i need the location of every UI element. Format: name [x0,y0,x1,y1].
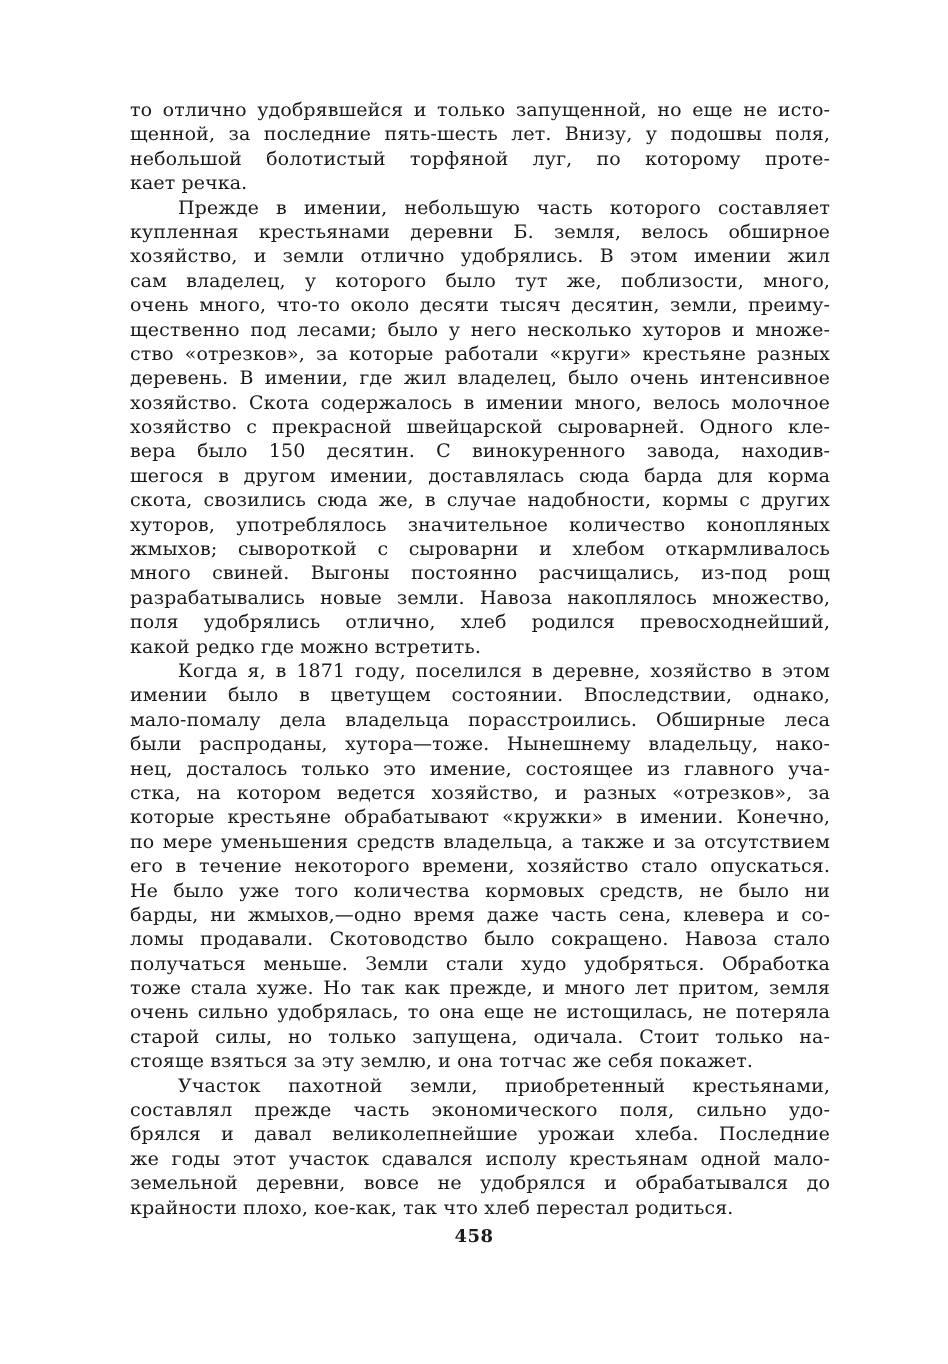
text-line: разрабатывались новые земли. Навоза накоплялось множество, [130,586,830,609]
text-line: стка, на котором ведется хозяйство, и разных «отрезков», за [130,781,830,804]
text-line: шегося в другом имении, доставлялась сюда барда для корма [130,464,830,487]
text-line: земельной деревни, вовсе не удобрялся и обрабатывался до [130,1172,830,1195]
paragraph [130,98,830,196]
text-line: хозяйство. Скота содержалось в имении много, велось молочное [130,391,830,414]
page-number: 458 [454,1226,494,1247]
text-line: щественно под лесами; было у него несколько хуторов и множе- [130,318,830,341]
text-line: Участок пахотной земли, приобретенный крестьянами, [178,1074,830,1097]
text-line: старой силы, но только запущена, одичала. Стоит только на- [130,1025,830,1048]
text-line: хозяйство, и земли отлично удобрялись. В этом имении жил [130,245,830,268]
text-line: которые крестьяне обрабатывают «кружки» в имении. Конечно, [130,806,830,829]
text-body [130,98,830,1220]
text-line: очень сильно удобрялась, то она еще не истощилась, не потеряла [130,1001,830,1024]
text-line: вера было 150 десятин. С винокуренного завода, находив- [130,440,830,463]
text-line: брялся и давал великолепнейшие урожаи хлеба. Последние [130,1123,830,1146]
text-line: хозяйство с прекрасной швейцарской сыроварней. Одного кле- [130,416,830,439]
text-line: нец, досталось только это имение, состоящее из главного уча- [130,757,830,780]
text-line: сам владелец, у которого было тут же, поблизости, много, [130,269,830,292]
text-line: щенной, за последние пять-шесть лет. Внизу, у подошвы поля, [130,123,830,146]
text-line: были распроданы, хутора—тоже. Нынешнему владельцу, нако- [130,733,830,756]
page-body [130,98,830,1220]
text-line: тоже стала хуже. Но так как прежде, и много лет притом, земля [130,977,830,1000]
text-line: поля удобрялись отлично, хлеб родился превосходнейший, [130,611,830,634]
text-line: крайности плохо, кое-как, так что хлеб перестал родиться. [130,1196,734,1219]
text-line: стояще взяться за эту землю, и она тотчас же себя покажет. [130,1050,753,1073]
text-line: очень много, что-то около десяти тысяч десятин, земли, преиму- [130,294,830,317]
text-line: какой редко где можно встретить. [130,635,481,658]
text-line: хуторов, употреблялось значительное количество конопляных [130,513,830,536]
text-line: его в течение некоторого времени, хозяйство стало опускаться. [130,855,830,878]
text-line: деревень. В имении, где жил владелец, было очень интенсивное [130,367,830,390]
text-line: мало-помалу дела владельца порасстроились. Обширные леса [130,708,830,731]
text-line: кает речка. [130,172,248,195]
text-line: Не было уже того количества кормовых средств, не было ни [130,879,830,902]
text-line: купленная крестьянами деревни Б. земля, велось обширное [130,220,830,243]
text-line: Когда я, в 1871 году, поселился в деревне, хозяйство в этом [178,659,830,682]
text-line: составлял прежде часть экономического поля, сильно удо- [130,1099,830,1122]
text-line: Прежде в имении, небольшую часть которого составляет [178,196,830,219]
text-line: по мере уменьшения средств владельца, а также и за отсутствием [130,830,830,853]
paragraph [130,1074,830,1220]
text-line: скота, свозились сюда же, в случае надобности, кормы с других [130,489,830,512]
text-line: то отлично удобрявшейся и только запущенной, но еще не исто- [130,99,830,121]
text-line: ломы продавали. Скотоводство было сокращено. Навоза стало [130,928,830,951]
text-line: получаться меньше. Земли стали худо удобряться. Обработка [130,952,830,975]
text-line: имении было в цветущем состоянии. Впоследствии, однако, [130,684,830,707]
text-line: жмыхов; сывороткой с сыроварни и хлебом откармливалось [130,538,830,561]
paragraph [130,659,830,1074]
paragraph [130,196,830,659]
text-line: же годы этот участок сдавался исполу крестьянам одной мало- [130,1147,830,1170]
text-line: ство «отрезков», за которые работали «круги» крестьяне разных [130,342,830,365]
text-line: барды, ни жмыхов,—одно время даже часть сена, клевера и со- [130,903,830,926]
text-line: много свиней. Выгоны постоянно расчищались, из-под рощ [130,562,830,585]
text-line: небольшой болотистый торфяной луг, по которому проте- [130,147,830,170]
